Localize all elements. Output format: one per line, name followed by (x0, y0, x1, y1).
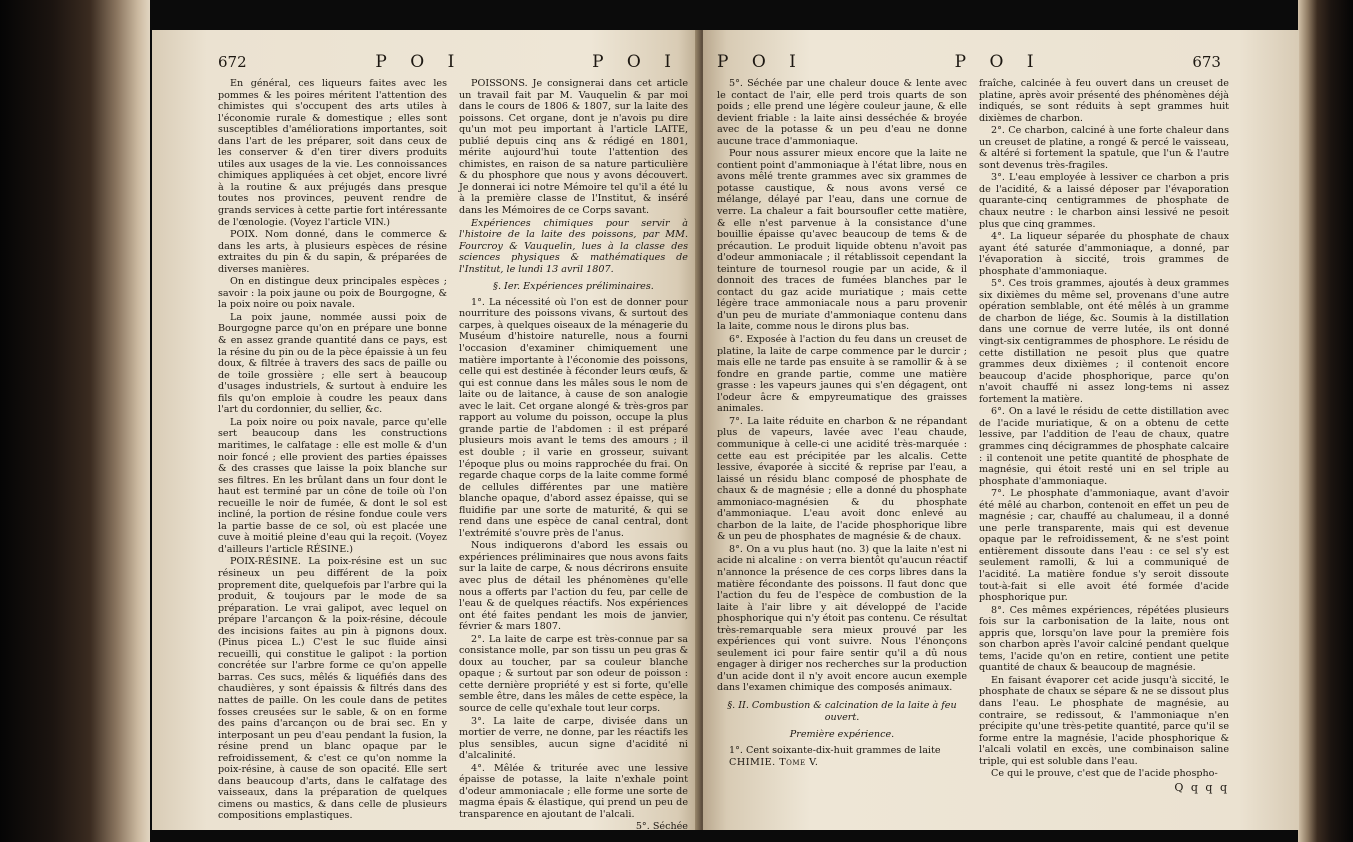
left-header-right: P O I (592, 52, 680, 72)
paragraph: 6°. On a lavé le résidu de cette distillation avec de l'acide muriatique, & on a obtenu de cette lessive, par l'addition de l'eau de chaux, quatre grammes cinq décigrammes de phosphate calcaire : il contenoit une petite quantité de phosphate de magnésie, qui étoit resté uni en sel triple au phosphate d'ammoniaque. (979, 406, 1229, 487)
paragraph: On en distingue deux principales espèces ; savoir : la poix jaune ou poix de Bourgogne, & la poix noire ou poix navale. (218, 276, 447, 311)
catchword: 5°. Séchée (635, 821, 688, 830)
left-page (152, 30, 700, 830)
paragraph: 7°. La laite réduite en charbon & ne répandant plus de vapeurs, lavée avec l'eau chaude, communique à celle-ci une acidité très-marquée : cette eau est précipitée par les alcalis. Cette lessive, évaporée à siccité & reprise par l'eau, a laissé un résidu blanc composé de phosphate de chaux & de magnésie ; elle a donné du phosphate ammoniaco-magnésien & du phosphate d'ammoniaque. L'eau avoit donc enlevé au charbon de la laite, de l'acide phosphorique libre & un peu de phosphates de magnésie & de chaux. (717, 415, 967, 543)
paragraph: 2°. Ce charbon, calciné à une forte chaleur dans un creuset de platine, a rongé & percé le vaisseau, & altéré si fortement la spatule, que l'un & l'autre sont devenus très-fragiles. (979, 125, 1229, 171)
paragraph: 3°. L'eau employée à lessiver ce charbon a pris de l'acidité, & a laissé déposer par l'évaporation quarante-cinq centigrammes de phosphate de chaux neutre : le charbon ainsi lessivé ne pesoit plus que cinq grammes. (979, 172, 1229, 230)
right-column-1 (717, 78, 967, 793)
paragraph: 1°. Cent soixante-dix-huit grammes de laite (729, 744, 941, 756)
paragraph: 4°. La liqueur séparée du phosphate de chaux ayant été saturée d'ammoniaque, a donné, par l'évaporation à siccité, trois grammes de phosphate d'ammoniaque. (979, 231, 1229, 277)
left-page-number: 672 (218, 53, 247, 71)
paragraph: Nous indiquerons d'abord les essais ou expériences préliminaires que nous avons faits sur la laite de carpe, & nous décrirons ensuite avec plus de détail les phénomènes qu'elle nous a offerts par l'action du feu, par celle de l'eau & de quelques réactifs. Nos expériences ont été faites pendant les mois de janvier, février & mars 1807. (459, 540, 688, 633)
paragraph: 2°. La laite de carpe est très-connue par sa consistance molle, par son tissu un peu gras & doux au toucher, par sa couleur blanche opaque ; & surtout par son odeur de poisson : cette dernière propriété y est si forte, qu'elle semble être, dans les mâles de cette espèce, la source de celle qu'exhale tout leur corps. (459, 633, 688, 714)
paragraph: Pour nous assurer mieux encore que la laite ne contient point d'ammoniaque à l'état libre, nous en avons mêlé trente grammes avec six grammes de potasse caustique, & nous avons versé ce mélange, délayé par l'eau, dans une cornue de verre. La chaleur a fait boursoufler cette matière, & elle n'est parvenue à la consistance d'une bouillie épaisse qu'avec beaucoup de tems & de précaution. Le produit liquide obtenu n'avoit pas d'odeur ammoniacale ; il rétablissoit cependant la teinture de tournesol rougie par un acide, & il donnoit des traces de fumées blanches par le contact du gaz acide muriatique ; mais cette légère trace ammoniacale nous a paru provenir d'un peu de muriate d'ammoniaque contenu dans la laite, comme nous le dirons plus bas. (717, 148, 967, 333)
left-column-2 (459, 78, 688, 830)
book-edge-left (0, 0, 150, 842)
paragraph: POIX-RÉSINE. La poix-résine est un suc résineux un peu différent de la poix proprement dite, quelquefois par l'arbre qui la produit, & toujours par le mode de sa préparation. Le vrai galipot, avec lequel on prépare l'arcançon & la poix-résine, découle des incisions faites au pin à pignons doux. (Pinus picea L.) C'est le suc fluide ainsi recueilli, qui constitue le galipot : la portion concrétée sur l'arbre forme ce qu'on appelle barras. Ces sucs, mêlés & liquéfiés dans des chaudières, y sont épaissis & filtrés dans des nattes de paille. On les coule dans de petites fosses creusées sur le sable, & on en forme des pains d'arcançon ou de brai sec. En y interposant un peu d'eau pendant la fusion, la résine prend un blanc opaque par le refroidissement, & c'est ce qu'on nomme la poix-résine, à cause de son opacité. Elle sert dans beaucoup d'arts, dans le calfatage des vaisseaux, dans la préparation de quelques cimens ou mastics, & dans celle de plusieurs compositions emplastiques. (218, 556, 447, 822)
paragraph: 1°. La nécessité où l'on est de donner pour nourriture des poissons vivans, & surtout des carpes, à quelques oiseaux de la ménagerie du Muséum d'histoire naturelle, nous a fourni l'occasion d'examiner chimiquement une matière importante à l'économie des poissons, celle qui est destinée à féconder leurs œufs, & qui est connue dans les mâles sous le nom de laite ou de laitance, à cause de son analogie avec le lait. Cet organe alongé & très-gros par rapport au volume du poisson, occupe la plus grande partie de l'abdomen : il est préparé plusieurs mois avant le tems des amours ; il est double ; il varie en grosseur, suivant l'époque plus ou moins rapprochée du frai. On regarde chaque corps de la laite comme formé de cellules différentes par une matière blanche opaque, d'abord assez épaisse, qui se fluidifie par une sorte de maturité, & qui se rend dans une espèce de canal central, dont l'extrémité s'ouvre près de l'anus. (459, 296, 688, 539)
paragraph: En faisant évaporer cet acide jusqu'à siccité, le phosphate de chaux se sépare & ne se dissout plus dans l'eau. Le phosphate de magnésie, au contraire, se redissout, & l'ammoniaque n'en précipite qu'une très-petite quantité, parce qu'il se forme entre la magnésie, l'acide phosphorique & l'alcali volatil en excès, une combinaison saline triple, qui est soluble dans l'eau. (979, 674, 1229, 767)
left-header-left: P O I (375, 52, 464, 72)
paragraph: POIX. Nom donné, dans le commerce & dans les arts, à plusieurs espèces de résine extraites du pin & du sapin, & préparées de diverses manières. (218, 229, 447, 275)
right-page (703, 30, 1299, 830)
sub-heading: Première expérience. (789, 729, 895, 741)
right-column-2 (979, 78, 1229, 793)
paragraph: POISSONS. Je consignerai dans cet article un travail fait par M. Vauquelin & par moi dans le cours de 1806 & 1807, sur la laite des poissons. Cet organe, dont je n'avois pu dire qu'un mot peu important à l'article LAITE, publié depuis cinq ans & rédigé en 1801, mérite aujourd'hui toute l'attention des chimistes, en raison de sa nature particulière & du phosphore que nous y avons découvert. Je donnerai ici notre Mémoire tel qu'il a été lu à la première classe de l'Institut, & inséré dans les Mémoires de ce Corps savant. (459, 78, 688, 217)
volume-footer: CHIMIE. Tome V. (729, 757, 819, 769)
paragraph: 6°. Exposée à l'action du feu dans un creuset de platine, la laite de carpe commence par le durcir ; mais elle ne tarde pas ensuite à se ramollir & à se fondre en grande partie, comme une matière grasse : les vapeurs jaunes qui s'en dégagent, ont l'odeur âcre & empyreumatique des graisses animales. (717, 334, 967, 415)
left-column-1 (218, 78, 447, 830)
paragraph: En général, ces liqueurs faites avec les pommes & les poires méritent l'attention des chimistes qui s'occupent des arts utiles à l'économie rurale & domestique ; elles sont susceptibles d'améliorations importantes, soit dans l'art de les préparer, soit dans ceux de les conserver & d'en tirer divers produits utiles aux usages de la vie. Les connoissances chimiques appliquées à cet objet, encore livré à la routine & aux préjugés dans presque toutes nos provinces, peuvent rendre de grands services à cette partie fort intéressante de l'œnologie. (Voyez l'article VIN.) (218, 78, 447, 228)
right-page-number: 673 (1192, 53, 1221, 71)
right-running-head (717, 52, 1229, 72)
paragraph: 8°. On a vu plus haut (no. 3) que la laite n'est ni acide ni alcaline : on verra bientôt qu'aucun réactif n'annonce la présence de ces corps libres dans la matière fécondante des poissons. Il faut donc que l'action du feu de l'espèce de combustion de la laite à l'air libre y ait développé de l'acide phosphorique qui n'y étoit pas contenu. Ce résultat très-remarquable sera mieux prouvé par les expériences qui vont suivre. Nous l'énonçons seulement ici pour faire sentir qu'il a dû nous engager à diriger nos recherches sur la production d'un acide dont il n'y avoit encore aucun exemple dans l'examen chimique des composés animaux. (717, 543, 967, 694)
paragraph: 4°. Mêlée & triturée avec une lessive épaisse de potasse, la laite n'exhale point d'odeur ammoniacale ; elle forme une sorte de magma épais & élastique, qui prend un peu de transparence en ajoutant de l'alcali. (459, 762, 688, 820)
right-header-right: P O I (954, 52, 1043, 72)
memoir-title: Expériences chimiques pour servir à l'histoire de la laite des poissons, par MM. Fourcroy & Vauquelin, lues à la classe des sciences physiques & mathématiques de l'Institut, le lundi 13 avril 1807. (459, 217, 688, 275)
paragraph: La poix jaune, nommée aussi poix de Bourgogne parce qu'on en prépare une bonne & en assez grande quantité dans ce pays, est la résine du pin ou de la pèce épaissie à un feu doux, & filtrée à travers des sacs de paille ou de toile grossière ; elle sert à beaucoup d'usages industriels, & surtout à enduire les fils qu'on emploie à coudre les peaux dans l'art du cordonnier, du sellier, &c. (218, 311, 447, 416)
paragraph: 3°. La laite de carpe, divisée dans un mortier de verre, ne donne, par les réactifs les plus sensibles, aucun signe d'acidité ni d'alcalinité. (459, 715, 688, 762)
section-heading: §. Ier. Expériences préliminaires. (493, 281, 654, 293)
paragraph: fraîche, calcinée à feu ouvert dans un creuset de platine, après avoir présenté des phénomènes déjà indiqués, se sont réduits à sept grammes huit dixièmes de charbon. (979, 78, 1229, 124)
signature-mark: Q q q q (1174, 780, 1229, 794)
paragraph: La poix noire ou poix navale, parce qu'elle sert beaucoup dans les constructions maritimes, le calfatage : elle est molle & d'un noir foncé ; elle provient des parties épaisses & des crasses que laisse la poix blanche sur ses filtres. En les brûlant dans un four dont le haut est terminé par un cône de toile où l'on recueille le noir de fumée, & dont le sol est incliné, la portion de résine fondue coule vers la partie basse de ce sol, où est placée une cuve à moitié pleine d'eau qui la reçoit. (Voyez d'ailleurs l'article RÉSINE.) (218, 416, 447, 555)
paragraph: 5°. Ces trois grammes, ajoutés à deux grammes six dixièmes du même sel, provenans d'une autre opération semblable, ont été mêlés à un gramme de charbon de liége, &c. Soumis à la distillation dans une cornue de verre lutée, ils ont donné vingt-six centigrammes de phosphore. Le résidu de cette distillation ne pesoit plus que quatre grammes deux dixièmes ; il contenoit encore beaucoup d'acide phosphorique, parce qu'on n'avoit chauffé ni assez long-tems ni assez fortement la matière. (979, 278, 1229, 405)
book-edge-right (1298, 0, 1353, 842)
section-heading: §. II. Combustion & calcination de la laite à feu ouvert. (727, 699, 957, 723)
right-header-left: P O I (717, 52, 805, 72)
paragraph: 7°. Le phosphate d'ammoniaque, avant d'avoir été mêlé au charbon, contenoit en effet un peu de magnésie ; car, chauffé au chalumeau, il a donné une perle transparente, mais qui est devenue opaque par le refroidissement, & ne s'est point entièrement dissoute dans l'eau : ce sel s'y est seulement ramolli, & lui a communiqué de l'acidité. La matière fondue s'y seroit dissoute tout-à-fait si elle avoit été formée d'acide phosphorique pur. (979, 488, 1229, 604)
paragraph: 5°. Séchée par une chaleur douce & lente avec le contact de l'air, elle perd trois quarts de son poids ; elle prend une légère couleur jaune, & elle devient friable : la laite ainsi desséchée & broyée avec de la potasse & un peu d'eau ne donne aucune trace d'ammoniaque. (717, 78, 967, 147)
left-running-head (218, 52, 688, 72)
paragraph: 8°. Ces mêmes expériences, répétées plusieurs fois sur la carbonisation de la laite, nous ont appris que, lorsqu'on lave pour la première fois son charbon après l'avoir calciné pendant quelque tems, l'acide qu'on en retire, contient une petite quantité de chaux & beaucoup de magnésie. (979, 604, 1229, 674)
paragraph: Ce qui le prouve, c'est que de l'acide phospho- (991, 768, 1218, 780)
